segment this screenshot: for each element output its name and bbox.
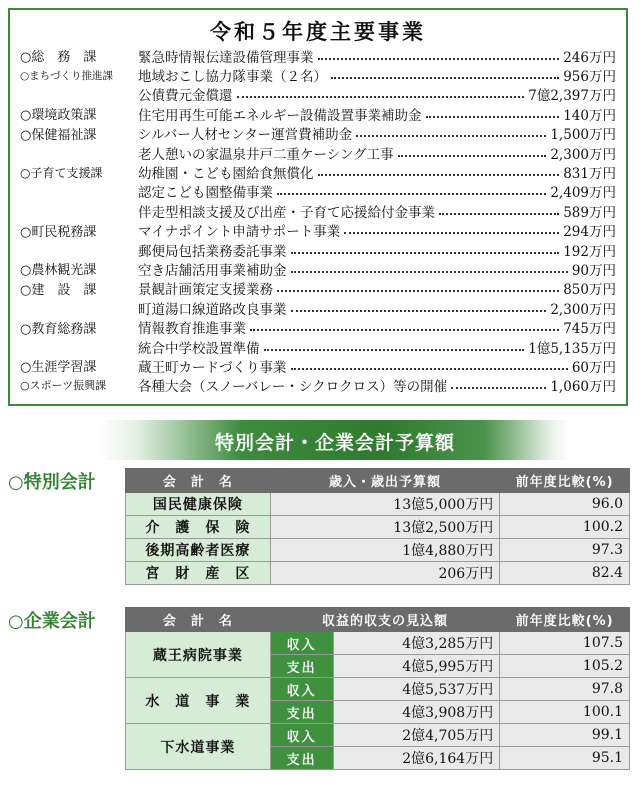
project-name: 地域おこし協力隊事業（２名） <box>138 69 327 86</box>
table-row <box>126 516 630 539</box>
projected-amount: 4億5,537万円 <box>333 678 500 701</box>
yoy-ratio: 82.4 <box>500 562 630 585</box>
income-expense-label: 収入 <box>270 724 333 747</box>
project-name: 認定こども園整備事業 <box>138 185 273 202</box>
projected-amount: 4億3,908万円 <box>333 701 500 724</box>
project-amount: 246万円 <box>563 49 616 66</box>
project-row <box>20 356 616 375</box>
yoy-ratio: 107.5 <box>500 632 630 655</box>
leader-dots <box>277 193 546 195</box>
project-name: 幼稚園・こども園給食無償化 <box>138 166 314 183</box>
yoy-ratio: 100.1 <box>500 701 630 724</box>
leader-dots <box>331 77 559 79</box>
leader-dots <box>451 387 546 389</box>
column-header: 会 計 名 <box>126 469 271 493</box>
project-amount: 60万円 <box>571 359 616 376</box>
column-header: 会 計 名 <box>126 608 271 632</box>
leader-dots <box>439 213 559 215</box>
project-name: 蔵王町カードづくり事業 <box>138 359 287 376</box>
project-row <box>20 376 616 395</box>
project-name: 空き店舗活用事業補助金 <box>138 263 287 279</box>
leader-dots <box>264 349 525 351</box>
project-name: 公債費元金償還 <box>138 88 233 105</box>
project-amount: 2,300万円 <box>550 146 616 163</box>
table-header-row <box>126 608 630 632</box>
income-expense-label: 収入 <box>270 632 333 655</box>
yoy-ratio: 97.8 <box>500 678 630 701</box>
leader-dots <box>291 271 568 273</box>
project-amount: 294万円 <box>563 224 616 241</box>
project-name: 情報教育推進事業 <box>138 321 246 338</box>
leader-dots <box>291 252 560 254</box>
project-name: 伴走型相談支援及び出産・子育て応援給付金事業 <box>138 204 435 221</box>
department-label: ○生涯学習課 <box>20 360 97 376</box>
department-label: ○教育総務課 <box>20 321 97 337</box>
special-accounts-label: ○特別会計 <box>8 472 96 493</box>
leader-dots <box>237 96 525 98</box>
leader-dots <box>277 290 559 292</box>
income-expense-label: 支出 <box>270 701 333 724</box>
department-label: ○環境政策課 <box>20 108 97 124</box>
project-row <box>20 46 616 65</box>
major-projects-title: 令和５年度主要事業 <box>210 20 426 44</box>
project-name: 統合中学校設置準備 <box>138 340 260 357</box>
income-expense-label: 収入 <box>270 678 333 701</box>
project-name: 景観計画策定支援業務 <box>138 282 273 299</box>
account-name: 国民健康保険 <box>126 493 271 516</box>
table-row <box>126 493 630 516</box>
section-banner <box>100 420 570 460</box>
project-amount: 831万円 <box>563 166 616 183</box>
project-amount: 956万円 <box>563 69 616 86</box>
column-header: 前年度比較(%) <box>500 608 630 632</box>
major-projects-box <box>8 8 628 406</box>
leader-dots <box>356 135 546 137</box>
column-header: 歳入・歳出予算額 <box>270 469 500 493</box>
enterprise-accounts-table <box>125 607 630 770</box>
projected-amount: 2億4,705万円 <box>333 724 500 747</box>
table-header-row <box>126 469 630 493</box>
table-row <box>126 632 630 655</box>
project-amount: 1,060万円 <box>550 379 616 396</box>
leader-dots <box>291 310 547 312</box>
project-row <box>20 279 616 298</box>
project-amount: 1,500万円 <box>550 127 616 144</box>
account-name: 介 護 保 険 <box>126 516 271 539</box>
project-row <box>20 240 616 259</box>
project-row <box>20 85 616 104</box>
leader-dots <box>344 232 559 234</box>
department-label: ○農林観光課 <box>20 263 97 279</box>
budget-amount: 1億4,880万円 <box>270 539 500 562</box>
special-accounts-table <box>125 468 630 585</box>
project-row <box>20 221 616 240</box>
department-label: ○子育て支援課 <box>20 165 103 180</box>
project-row <box>20 182 616 201</box>
project-name: 老人憩いの家温泉井戸二重ケーシング工事 <box>138 146 394 163</box>
project-row <box>20 337 616 356</box>
yoy-ratio: 99.1 <box>500 724 630 747</box>
projected-amount: 4億5,995万円 <box>333 655 500 678</box>
project-row <box>20 143 616 162</box>
department-label: ○総 務 課 <box>20 50 97 66</box>
project-amount: 2,300万円 <box>550 301 616 318</box>
project-amount: 2,409万円 <box>550 185 616 202</box>
budget-amount: 13億5,000万円 <box>270 493 500 516</box>
column-header: 前年度比較(%) <box>500 469 630 493</box>
leader-dots <box>250 329 559 331</box>
table-row <box>126 562 630 585</box>
project-row <box>20 124 616 143</box>
leader-dots <box>398 155 547 157</box>
project-name: 緊急時情報伝達設備管理事業 <box>138 49 314 66</box>
project-name: 各種大会（スノーバレー・シクロクロス）等の開催 <box>138 379 448 396</box>
section-banner-title: 特別会計・企業会計予算額 <box>214 432 455 454</box>
project-amount: 140万円 <box>563 107 616 124</box>
yoy-ratio: 100.2 <box>500 516 630 539</box>
project-amount: 7億2,397万円 <box>528 88 616 105</box>
project-row <box>20 65 616 84</box>
project-amount: 589万円 <box>563 204 616 221</box>
project-row <box>20 104 616 123</box>
project-name: シルバー人材センター運営費補助金 <box>138 127 353 144</box>
leader-dots <box>426 116 560 118</box>
account-name: 後期高齢者医療 <box>126 539 271 562</box>
leader-dots <box>318 58 560 60</box>
department-label: ○スポーツ振興課 <box>20 379 107 393</box>
project-row <box>20 317 616 336</box>
department-label: ○保健福祉課 <box>20 127 97 143</box>
account-name: 宮 財 産 区 <box>126 562 271 585</box>
project-row <box>20 162 616 181</box>
department-label: ○まちづくり推進課 <box>20 69 114 82</box>
projected-amount: 4億3,285万円 <box>333 632 500 655</box>
project-name: 町道湯口線道路改良事業 <box>138 301 287 318</box>
income-expense-label: 支出 <box>270 747 333 770</box>
enterprise-name: 下水道事業 <box>126 724 271 770</box>
projected-amount: 2億6,164万円 <box>333 747 500 770</box>
project-name: 住宅用再生可能エネルギー設備設置事業補助金 <box>138 107 422 124</box>
enterprise-name: 蔵王病院事業 <box>126 632 271 678</box>
yoy-ratio: 96.0 <box>500 493 630 516</box>
major-projects-list <box>20 46 616 395</box>
leader-dots <box>291 368 568 370</box>
project-row <box>20 259 616 278</box>
project-row <box>20 298 616 317</box>
department-label: ○建 設 課 <box>20 282 97 298</box>
budget-amount: 13億2,500万円 <box>270 516 500 539</box>
yoy-ratio: 105.2 <box>500 655 630 678</box>
table-row <box>126 678 630 701</box>
project-name: 郵便局包括業務委託事業 <box>138 243 287 260</box>
project-amount: 745万円 <box>563 321 616 338</box>
project-row <box>20 201 616 220</box>
project-amount: 1億5,135万円 <box>528 340 616 357</box>
project-amount: 850万円 <box>563 282 616 299</box>
income-expense-label: 支出 <box>270 655 333 678</box>
table-row <box>126 724 630 747</box>
table-row <box>126 539 630 562</box>
department-label: ○町民税務課 <box>20 224 97 240</box>
enterprise-name: 水 道 事 業 <box>126 678 271 724</box>
project-amount: 90万円 <box>571 263 616 279</box>
budget-amount: 206万円 <box>270 562 500 585</box>
project-amount: 192万円 <box>563 243 616 260</box>
enterprise-accounts-label: ○企業会計 <box>8 611 96 632</box>
yoy-ratio: 97.3 <box>500 539 630 562</box>
column-header: 収益的収支の見込額 <box>270 608 500 632</box>
project-name: マイナポイント申請サポート事業 <box>138 224 341 241</box>
yoy-ratio: 95.1 <box>500 747 630 770</box>
leader-dots <box>318 174 560 176</box>
